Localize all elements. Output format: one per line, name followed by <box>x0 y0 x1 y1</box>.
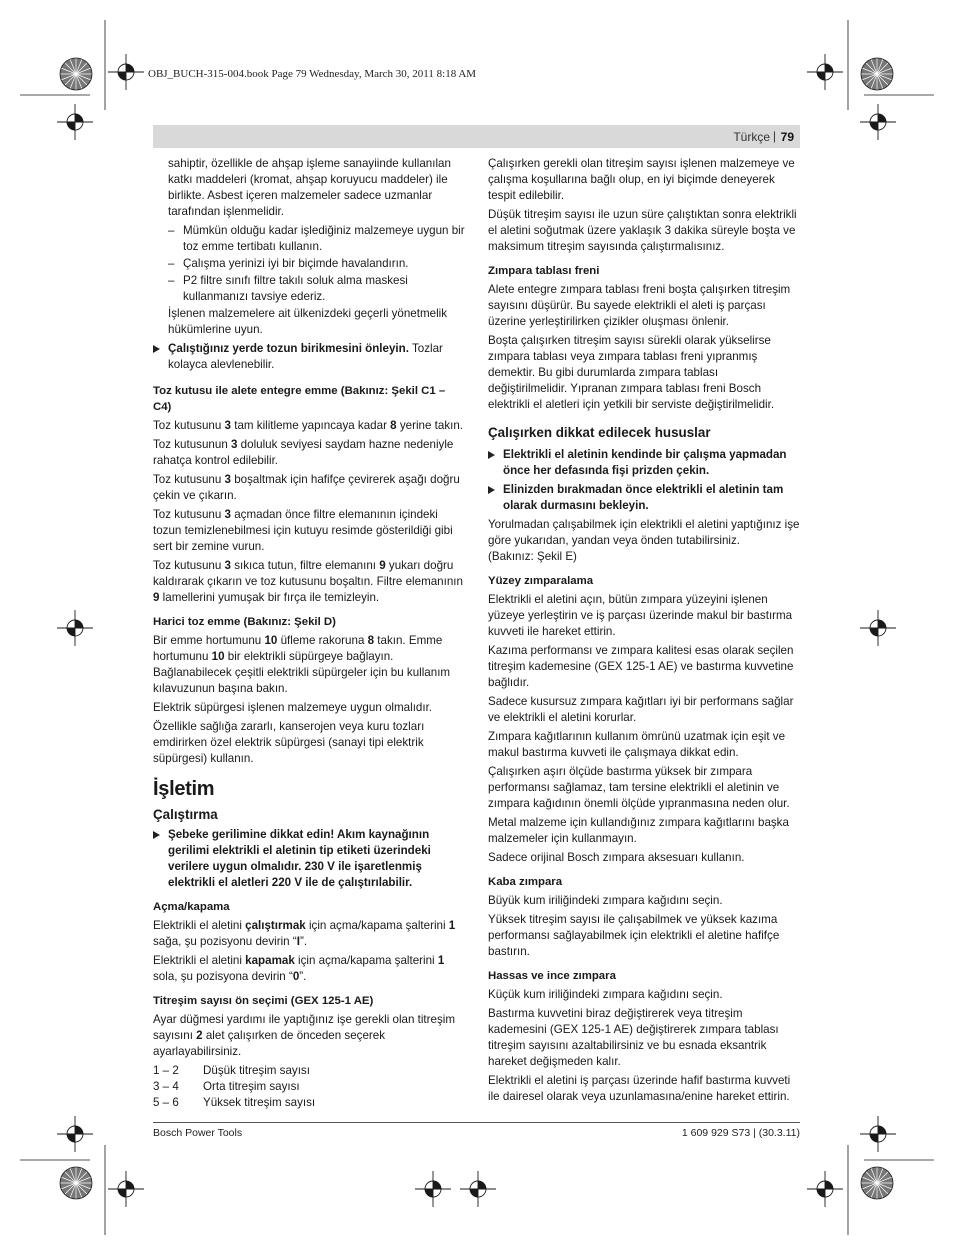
list-item: – Mümkün olduğu kadar işlediğiniz malzemeye uygun bir toz emme tertibatı kullanın. <box>168 224 465 253</box>
arrow-bullet-icon <box>153 345 160 353</box>
right-column <box>488 156 800 1108</box>
list-item: – P2 filtre sınıfı filtre takılı soluk alma maskesi kullanmanızı tavsiye ederiz. <box>168 274 408 303</box>
paragraph: Alete entegre zımpara tablası freni boşta çalışırken titreşim sayısını düşürür. Bu sayede elektrikli el aleti iş parçası üzerine yerleştirilirken çizikler oluşması önlenir. <box>488 283 791 328</box>
section-heading: Kaba zımpara <box>488 876 563 888</box>
registration-starburst-icon <box>59 57 93 91</box>
paragraph: Toz kutusunu 3 açmadan önce filtre elemanının içindeki tozun temizlenebilmesi için kutuyu resimde gösterildiği gibi sert bir zemine vurun. <box>153 508 453 553</box>
registration-crosshair-icon <box>858 1114 898 1154</box>
paragraph: Toz kutusunu 3 sıkıca tutun, filtre elemanını 9 yukarı doğru kaldırarak çıkarın ve toz kutusunu boşaltın. Filtre elemanının 9 lamellerini yumuşak bir fırça ile temizleyin. <box>153 559 463 604</box>
registration-crosshair-icon <box>805 1169 845 1209</box>
warning-item: Elektrikli el aletinin kendinde bir çalışma yapmadan önce her defasında fişi prizden çekin. <box>488 447 800 479</box>
paragraph: Düşük titreşim sayısı ile uzun süre çalıştıktan sonra elektrikli el aletini soğutmak üzere yaklaşık 3 dakika süreyle boşta ve maksimum titreşim sayısında çalıştırmalısınız. <box>488 208 797 253</box>
registration-crosshair-icon <box>858 608 898 648</box>
arrow-bullet-icon <box>488 486 495 494</box>
arrow-bullet-icon <box>488 451 495 459</box>
paragraph: Metal malzeme için kullandığınız zımpara kağıtlarını başka malzemeler için kullanmayın. <box>488 816 789 845</box>
paragraph: Çalışırken gerekli olan titreşim sayısı işlenen malzemeye ve çalışma koşullarına bağlı olup, en iyi biçimde deneyerek tespit edilebilir. <box>488 157 795 202</box>
paragraph: Elektrikli el aletini iş parçası üzerinde hafif bastırma kuvveti ile dairesel olarak veya uzunlamasına/enine hareket ettirin. <box>488 1074 791 1103</box>
registration-crosshair-icon <box>106 52 146 92</box>
registration-starburst-icon <box>860 57 894 91</box>
speed-row: 3 – 4 Orta titreşim sayısı <box>153 1080 300 1093</box>
paragraph: Elektrikli el aletini kapamak için açma/kapama şalterini 1 sola, şu pozisyona devirin “0”. <box>153 954 445 983</box>
footer-doc-id: 1 609 929 S73 | (30.3.11) <box>681 1127 800 1139</box>
paragraph: Ayar düğmesi yardımı ile yaptığınız işe gerekli olan titreşim sayısını 2 alet çalışırken de önceden seçerek ayarlayabilirsiniz. <box>153 1013 455 1058</box>
paragraph: (Bakınız: Şekil E) <box>488 550 577 563</box>
paragraph: Elektrikli el aletini çalıştırmak için açma/kapama şalterini 1 sağa, şu pozisyonu devirin “I”. <box>153 919 456 948</box>
registration-crosshair-icon <box>805 52 845 92</box>
paragraph: Bastırma kuvvetini biraz değiştirerek veya titreşim kademesini (GEX 125-1 AE) değiştirerek zımpara tablası titreşim sayısını azaltabilirsiniz ve bu esnada eksantrik hareket değişmeden kalır. <box>488 1007 779 1068</box>
paragraph: Sadece kusursuz zımpara kağıtları iyi bir performans sağlar ve elektrikli el aletini korurlar. <box>488 695 794 724</box>
arrow-bullet-icon <box>153 831 160 839</box>
paragraph: Toz kutusunu 3 tam kilitleme yapıncaya kadar 8 yerine takın. <box>153 419 464 432</box>
warning-item: Şebeke gerilimine dikkat edin! Akım kaynağının gerilimi elektrikli el aletinin tip etiketi üzerindeki verilere uygun olmalıdır. 230 V ile işaretlenmiş elektrikli el aletleri 220 V ile de çalıştırılabilir. <box>153 827 465 891</box>
section-heading: Titreşim sayısı ön seçimi (GEX 125-1 AE) <box>153 995 374 1007</box>
registration-starburst-icon <box>860 1166 894 1200</box>
section-heading: Çalışırken dikkat edilecek hususlar <box>488 425 711 440</box>
footer-brand: Bosch Power Tools <box>153 1127 243 1139</box>
paragraph: Zımpara kağıtlarının kullanım ömrünü uzatmak için eşit ve makul bastırma kuvveti ile çalışmaya dikkat edin. <box>488 730 786 759</box>
paragraph: Bir emme hortumunu 10 üfleme rakoruna 8 takın. Emme hortumunu 10 bir elektrikli süpürgeye bağlayın. Bağlanabilecek çeşitli elektrikli süpürgeler için bu kullanım kılavuzunun başına bakın. <box>153 634 451 695</box>
paragraph: sahiptir, özellikle de ahşap işleme sanayiinde kullanılan katkı maddeleri (kromat, ahşap koruyucu maddeler) ile birlikte. Asbest içeren malzemeler sadece uzmanlar tarafından işlenmelidir. <box>168 157 451 218</box>
list-item: – Çalışma yerinizi iyi bir biçimde havalandırın. <box>168 257 409 270</box>
header-language: Türkçe <box>733 130 770 144</box>
page-header-bar <box>153 125 800 148</box>
paragraph: Toz kutusunun 3 doluluk seviyesi saydam hazne nedeniyle rahatça kontrol edilebilir. <box>153 438 454 467</box>
print-slug: OBJ_BUCH-315-004.book Page 79 Wednesday, March 30, 2011 8:18 AM <box>148 68 477 80</box>
chapter-title: İşletim <box>153 778 215 800</box>
registration-starburst-icon <box>59 1166 93 1200</box>
paragraph: İşlenen malzemelere ait ülkenizdeki geçerli yönetmelik hükümlerine uyun. <box>168 307 448 336</box>
paragraph: Elektrikli el aletini açın, bütün zımpara yüzeyini işlenen yüzeye yerleştirin ve iş parçası üzerinde makul bir bastırma kuvveti ile hareket ettirin. <box>488 593 793 638</box>
speed-row: 5 – 6 Yüksek titreşim sayısı <box>153 1096 316 1109</box>
registration-crosshair-icon <box>858 102 898 142</box>
speed-row: 1 – 2 Düşük titreşim sayısı <box>153 1064 310 1077</box>
section-heading: Hassas ve ince zımpara <box>488 970 616 982</box>
paragraph: Boşta çalışırken titreşim sayısı sürekli olarak yükselirse zımpara tablası veya zımpara tablası freni yıpranmış demektir. Bu gibi durumlarda zımpara tablası değiştirilmelidir. Yıpranan zımpara tablası freni Bosch elektrikli el aletleri için yetkili bir serviste değiştirilmelidir. <box>488 334 775 411</box>
section-heading: Toz kutusu ile alete entegre emme (Bakınız: Şekil C1 – C4) <box>153 385 446 413</box>
warning-item: Çalıştığınız yerde tozun birikmesini önleyin. Tozlar kolayca alevlenebilir. <box>153 341 465 373</box>
section-heading: Çalıştırma <box>153 807 218 822</box>
registration-crosshair-icon <box>55 1114 95 1154</box>
registration-crosshair-icon <box>55 608 95 648</box>
paragraph: Özellikle sağlığa zararlı, kanserojen veya kuru tozları emdirirken özel elektrik süpürgesi (sanayi tipi elektrik süpürgesi) kullanın. <box>153 720 425 765</box>
registration-crosshair-icon <box>106 1169 146 1209</box>
paragraph: Sadece orijinal Bosch zımpara aksesuarı kullanın. <box>488 851 745 864</box>
section-heading: Yüzey zımparalama <box>488 575 594 587</box>
registration-crosshair-icon <box>55 102 95 142</box>
paragraph: Çalışırken aşırı ölçüde bastırma yüksek bir zımpara performansı sağlamaz, tam tersine elektrikli el aletinin ve zımpara kağıdının önemli ölçüde yıpranmasına neden olur. <box>488 765 790 810</box>
paragraph: Elektrik süpürgesi işlenen malzemeye uygun olmalıdır. <box>153 701 433 714</box>
page-number: 79 <box>780 130 794 144</box>
registration-crosshair-icon <box>413 1169 453 1209</box>
registration-crosshair-icon <box>458 1169 498 1209</box>
section-heading: Zımpara tablası freni <box>488 265 600 277</box>
paragraph: Büyük kum iriliğindeki zımpara kağıdını seçin. <box>488 894 723 907</box>
paragraph: Kazıma performansı ve zımpara kalitesi esas olarak seçilen titreşim kademesine (GEX 125-1 AE) ve bastırma kuvvetine bağlıdır. <box>488 644 794 689</box>
section-heading: Harici toz emme (Bakınız: Şekil D) <box>153 616 336 628</box>
warning-item: Elinizden bırakmadan önce elektrikli el aletinin tam olarak durmasını bekleyin. <box>488 482 800 514</box>
footer-rule <box>153 1122 800 1123</box>
paragraph: Toz kutusunu 3 boşaltmak için hafifçe çevirerek aşağı doğru çekin ve çıkarın. <box>153 473 460 502</box>
left-column <box>153 156 465 1111</box>
header-separator: | <box>772 129 776 143</box>
paragraph: Yüksek titreşim sayısı ile çalışabilmek ve yüksek kazıma performansı sağlayabilmek için elektrikli el aletine hafifçe bastırın. <box>488 913 780 958</box>
paragraph: Küçük kum iriliğindeki zımpara kağıdını seçin. <box>488 988 723 1001</box>
paragraph: Yorulmadan çalışabilmek için elektrikli el aletini yaptığınız işe göre yukarıdan, yandan veya önden tutabilirsiniz. <box>488 518 800 547</box>
section-heading: Açma/kapama <box>153 901 230 913</box>
